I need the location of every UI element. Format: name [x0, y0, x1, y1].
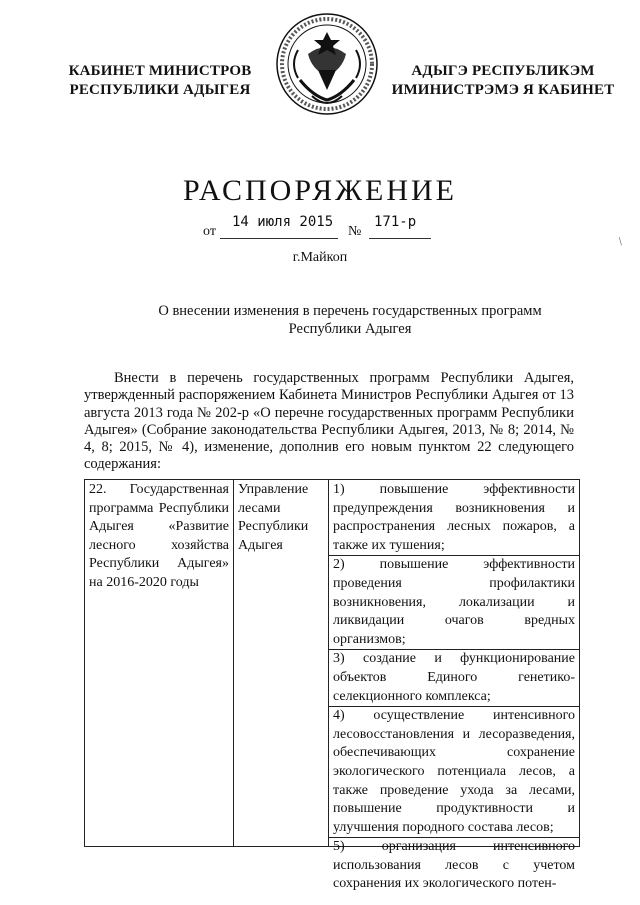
header-left	[50, 62, 270, 100]
executor-cell: Управление лесами Республики Адыгея	[234, 480, 329, 846]
date-underline	[220, 238, 338, 239]
header-left-line2: РЕСПУБЛИКИ АДЫГЕЯ	[69, 82, 251, 98]
number-label: №	[348, 224, 362, 239]
from-label: от	[203, 224, 216, 239]
city: г.Майкоп	[292, 250, 348, 265]
goal-item: 3) создание и функционирование объектов Единого генетико-селекционного комплекса;	[329, 649, 579, 706]
goal-item: 1) повышение эффективности предупреждения возникновения и распространения лесных пожаров, а также их тушения;	[333, 482, 575, 553]
header-right	[378, 62, 628, 100]
number-underline	[369, 238, 431, 239]
program-table	[84, 479, 580, 892]
goals-cell	[329, 480, 579, 892]
body-paragraph: Внести в перечень государственных программ Республики Адыгея, утвержденный распоряжением Кабинета Министров Республики Адыгея от 13 августа 2013 года № 202-р «О перечне государственных программ Республики Адыгея» (Собрание законодательства Республики Адыгея, 2013, № 8; 2014, № 4, 8; 2015, № 4), изменение, дополнив его новым пунктом 22 следующего содержания:	[84, 370, 574, 473]
document-number: 171-р	[374, 214, 417, 230]
document-date: 14 июля 2015	[232, 214, 334, 230]
header-right-line2: ИМИНИСТРЭМЭ Я КАБИНЕТ	[391, 82, 615, 98]
header-right-line1: АДЫГЭ РЕСПУБЛИКЭМ	[411, 63, 595, 79]
goal-item: 4) осуществление интенсивного лесовосстановления и лесоразведения, обеспечивающих сохранение экологического потенциала лесов, а также проведение ухода за лесами, повышение продуктивности и улучшения породного состава лесов;	[329, 706, 579, 837]
coat-of-arms-emblem	[268, 10, 386, 128]
program-name-cell: 22. Государственная программа Республики Адыгея «Развитие лесного хозяйства Республики Адыгея» на 2016-2020 годы	[85, 480, 234, 846]
subject-line1: О внесении изменения в перечень государственных программ	[158, 303, 542, 319]
goal-item: 2) повышение эффективности проведения профилактики возникновения, локализации и ликвидации очагов вредных организмов;	[329, 555, 579, 649]
document-subject	[120, 302, 580, 338]
margin-mark: /	[615, 234, 626, 248]
subject-line2: Республики Адыгея	[288, 321, 412, 337]
date-number-line	[0, 214, 640, 244]
header-left-line1: КАБИНЕТ МИНИСТРОВ	[68, 63, 252, 79]
document-title: РАСПОРЯЖЕНИЕ	[182, 174, 458, 207]
goal-item: 5) организация интенсивного использования лесов с учетом сохранения их экологического потен-	[329, 837, 579, 894]
